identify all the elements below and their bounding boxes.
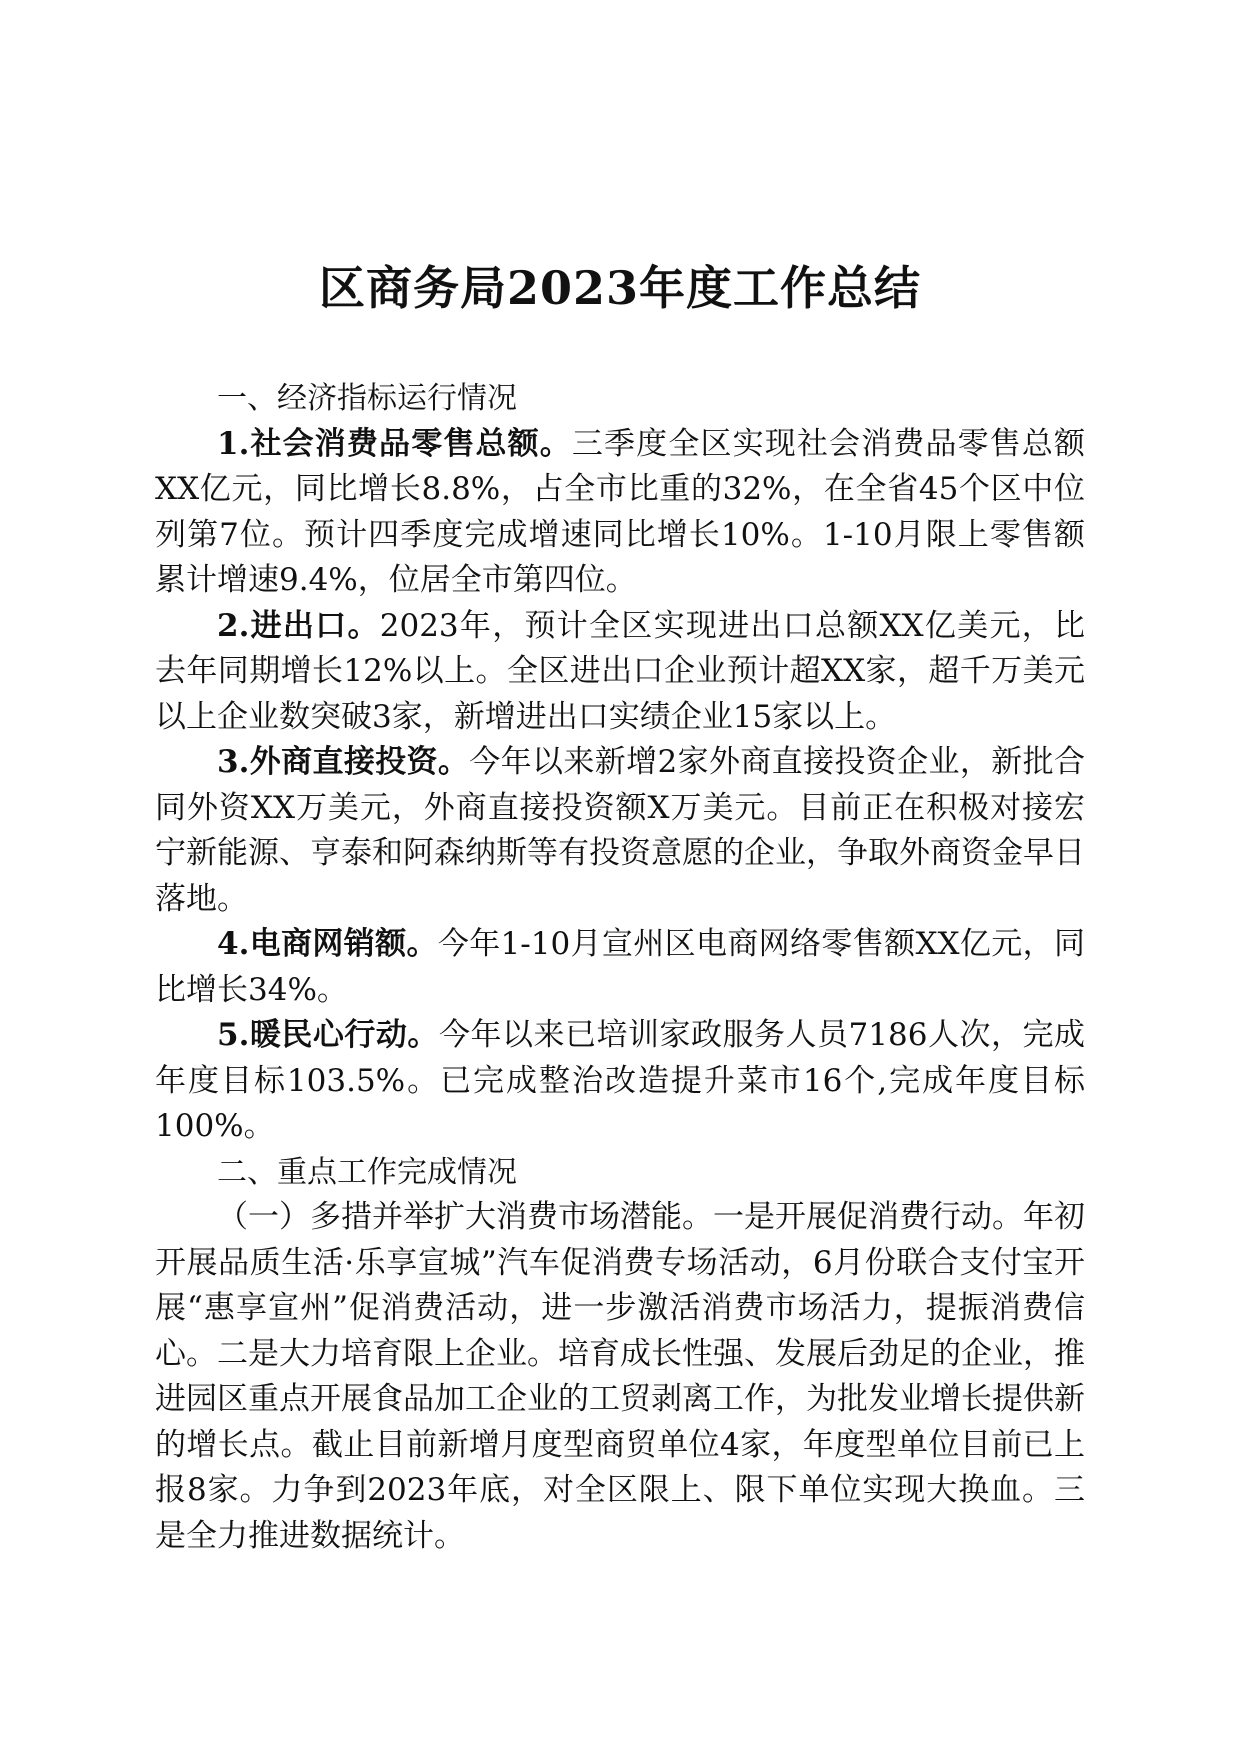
document-body [155,376,1085,1559]
document-title: 区商务局2023年度工作总结 [318,261,922,315]
section-heading-economic-indicators: 一、经济指标运行情况 [217,381,517,416]
paragraph-foreign-investment [155,740,1085,922]
item-text: 三季度全区实现社会消费品零售总额XX亿元，同比增长8.8%，占全市比重的32%，在全省45个区中位列第7位。预计四季度完成增速同比增长10%。1-10月限上零售额累计增速9.4%，位居全市第四位。 [155,425,1085,598]
section-heading-key-work: 二、重点工作完成情况 [217,1154,517,1190]
paragraph-warm-hearts-action [155,1013,1085,1150]
paragraph-retail-sales [155,422,1085,604]
item-lead: 1.社会消费品零售总额。 [217,425,572,462]
paragraph-import-export [155,604,1085,741]
item-text: 今年以来已培训家政服务人员7186人次，完成年度目标103.5%。已完成整治改造提升菜市16个,完成年度目标100%。 [155,1017,1085,1144]
item-text: 今年1-10月宣州区电商网络零售额XX亿元，同比增长34%。 [155,926,1085,1008]
item-lead: 4.电商网销额。 [217,926,438,962]
item-lead: 2.进出口。 [217,607,380,644]
item-text: 今年以来新增2家外商直接投资企业，新批合同外资XX万美元，外商直接投资额X万美元。目前正在积极对接宏宁新能源、亨泰和阿森纳斯等有投资意愿的企业，争取外商资金早日落地。 [155,744,1085,917]
item-text: 2023年，预计全区实现进出口总额XX亿美元，比去年同期增长12%以上。全区进出口企业预计超XX家，超千万美元以上企业数突破3家，新增进出口实绩企业15家以上。 [155,607,1085,735]
paragraph-consumption-market: （一）多措并举扩大消费市场潜能。一是开展促消费行动。年初开展品质生活·乐享宣城”汽车促消费专场活动，6月份联合支付宝开展“惠享宣州”促消费活动，进一步激活消费市场活力，提振消费信心。二是大力培育限上企业。培育成长性强、发展后劲足的企业，推进园区重点开展食品加工企业的工贸剥离工作，为批发业增长提供新的增长点。截止目前新增月度型商贸单位4家，年度型单位目前已上报8家。力争到2023年底，对全区限上、限下单位实现大换血。三是全力推进数据统计。 [155,1199,1085,1554]
paragraph-ecommerce-sales [155,922,1085,1013]
item-lead: 3.外商直接投资。 [217,744,470,780]
item-lead: 5.暖民心行动。 [217,1017,439,1053]
